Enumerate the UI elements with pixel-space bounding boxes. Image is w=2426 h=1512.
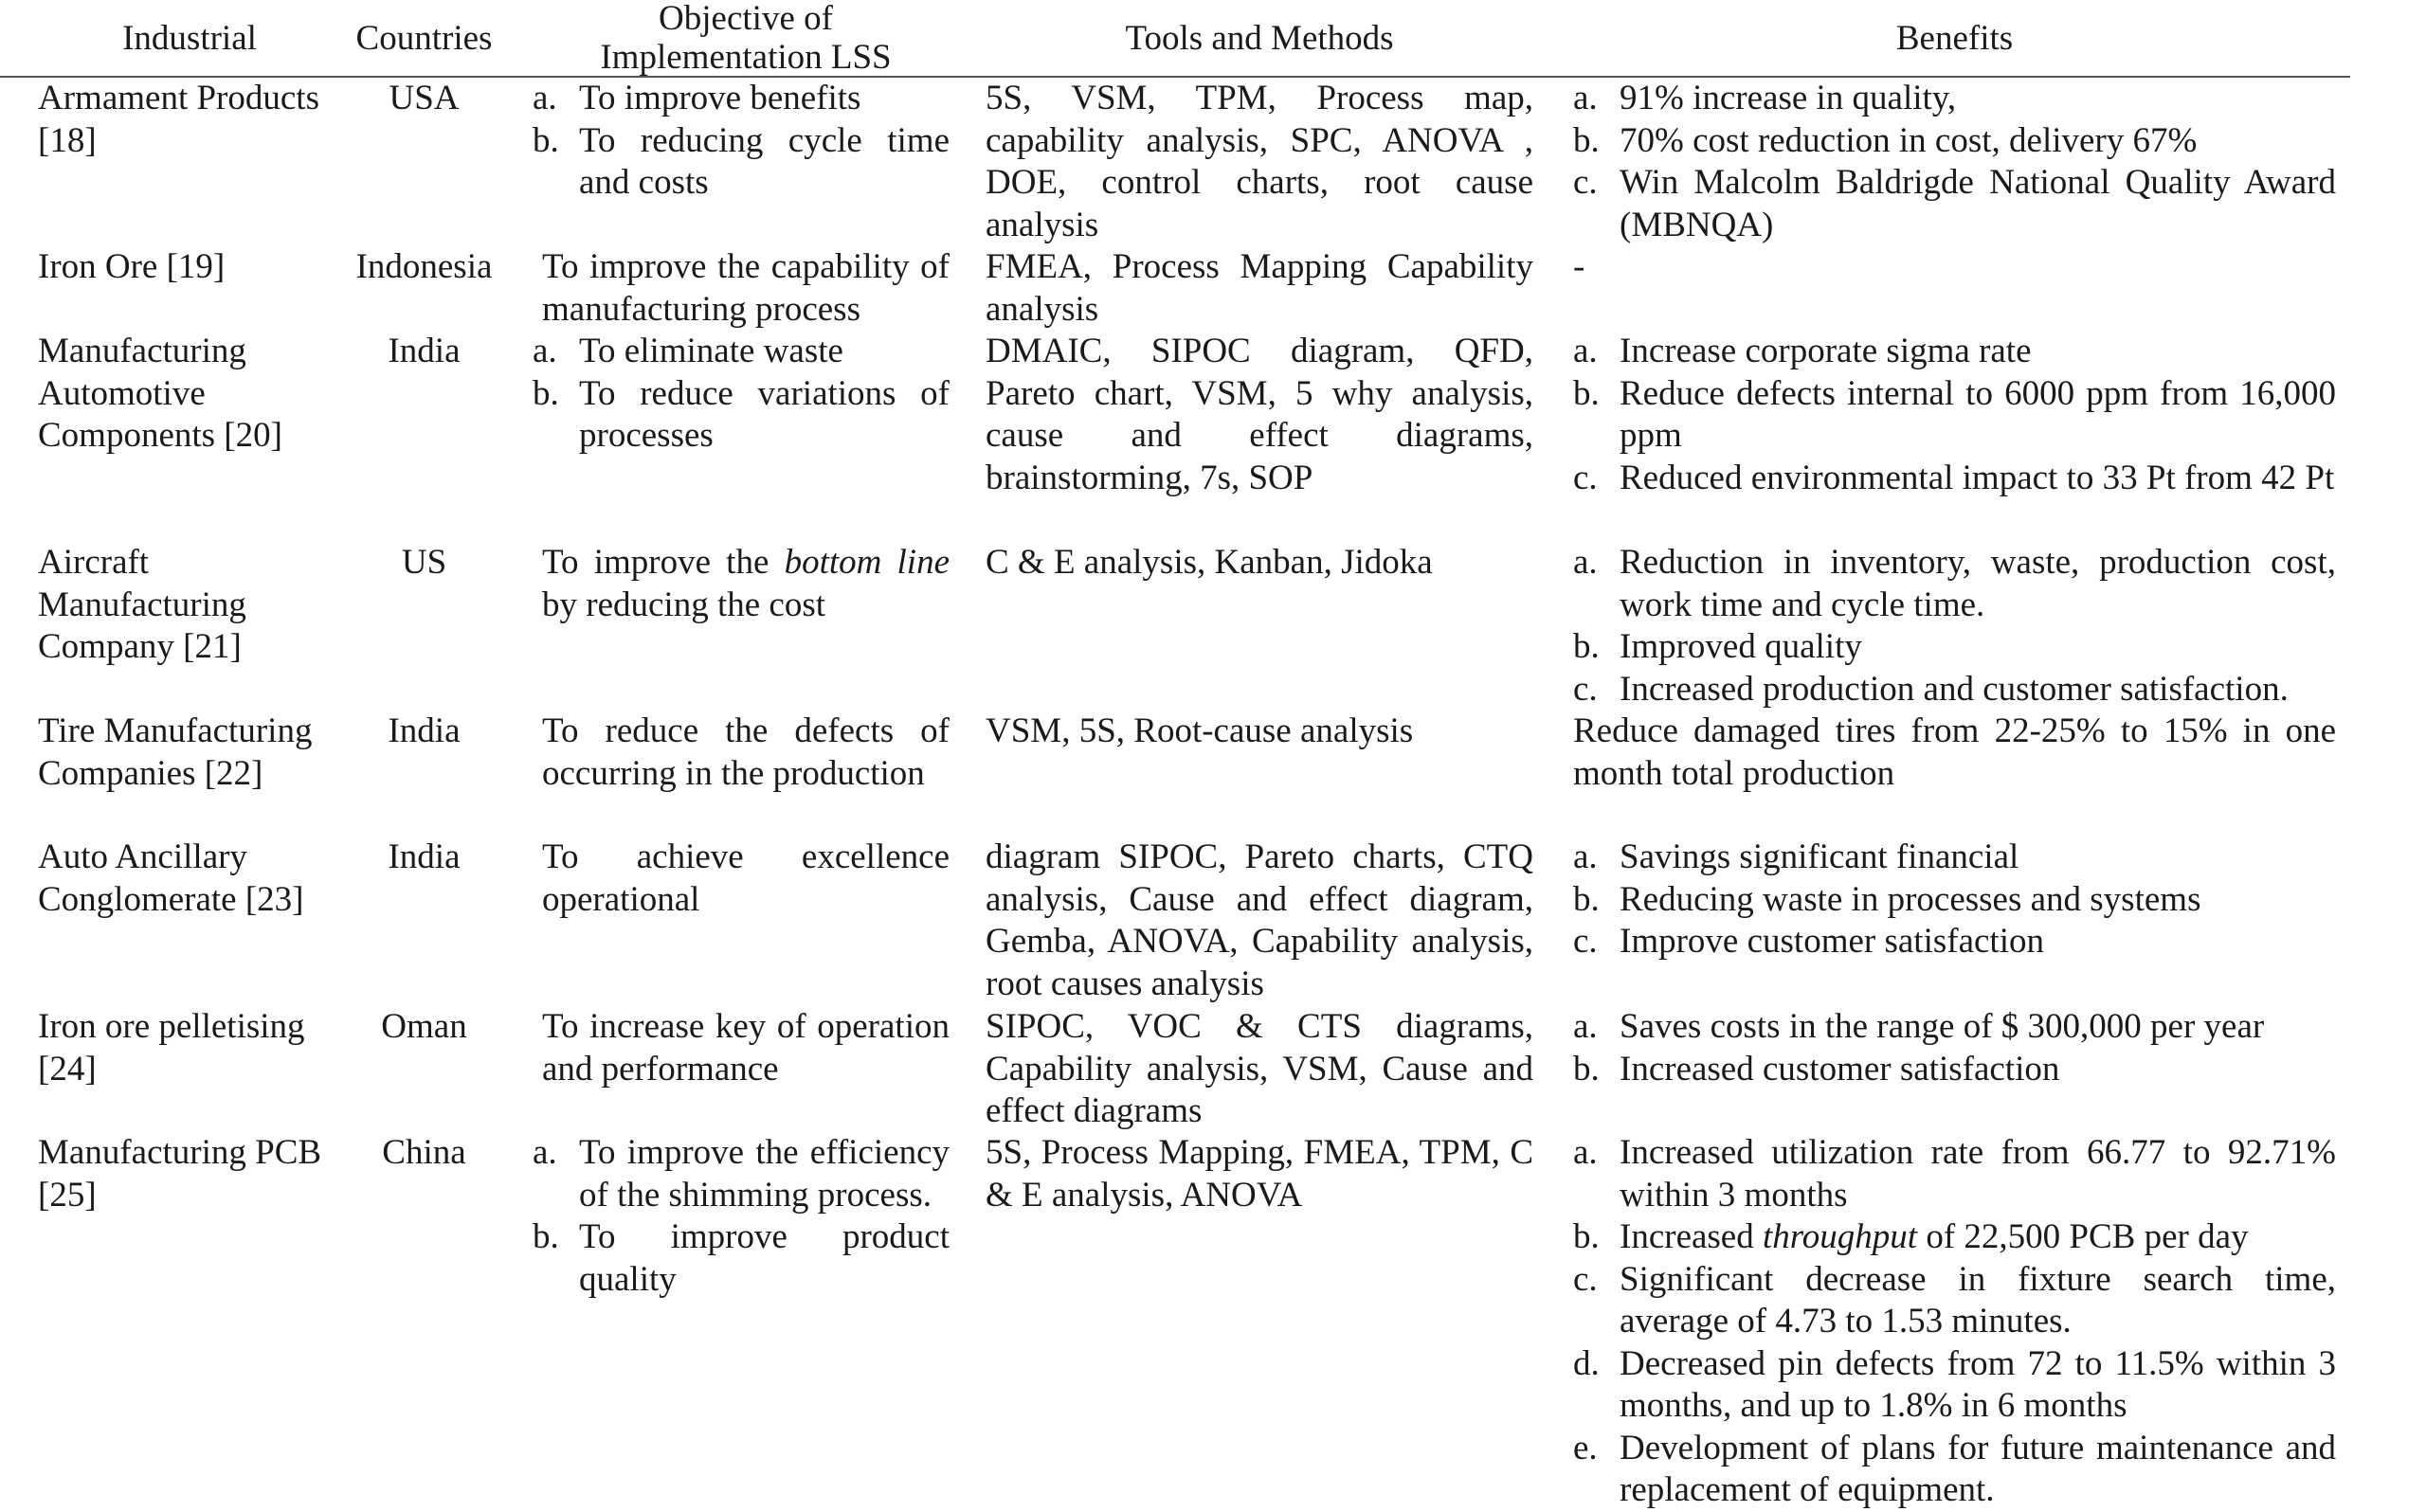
tools-cell: 5S, VSM, TPM, Process map, capability analysis, SPC, ANOVA , DOE, control charts, root cause analysis <box>986 79 1533 244</box>
benefits-cell <box>1573 331 2336 499</box>
benefit-item <box>1573 78 2336 120</box>
header-industrial-label: Industrial <box>122 18 257 58</box>
benefits-cell: Reduce damaged tires from 22-25% to 15% in one month total production <box>1573 711 2336 793</box>
list-marker: a. <box>533 79 557 117</box>
objective-text: To eliminate waste <box>579 332 843 370</box>
industrial-cell: Manufacturing PCB [25] <box>38 1133 322 1215</box>
header-benefits <box>1573 0 2336 76</box>
benefit-item <box>1573 1216 2336 1259</box>
objective-text: To reduce variations of processes <box>579 373 950 455</box>
objective-cell: To achieve excellence operational <box>542 837 950 919</box>
objective-text: To improve the efficiency of the shimming process. <box>579 1133 950 1215</box>
benefit-text: Reduce defects internal to 6000 ppm from 16,000 ppm <box>1620 373 2336 455</box>
tools-cell: FMEA, Process Mapping Capability analysis <box>986 247 1533 329</box>
list-marker: b. <box>533 1217 559 1256</box>
country-cell: US <box>401 543 447 582</box>
objective-cell <box>542 542 950 626</box>
header-objective <box>533 0 959 76</box>
benefit-text: Improve customer satisfaction <box>1620 922 2044 961</box>
benefit-item <box>1573 373 2336 458</box>
benefit-text: Increased customer satisfaction <box>1620 1049 2060 1089</box>
benefits-cell <box>1573 837 2336 963</box>
objective-cell: To improve the capability of manufacturing process <box>542 247 950 329</box>
benefit-text: Significant decrease in fixture search time, average of 4.73 to 1.53 minutes. <box>1620 1259 2336 1341</box>
industrial-cell: Manufacturing Automotive Components [20] <box>38 332 282 455</box>
country-cell: USA <box>389 79 460 117</box>
objective-cell <box>533 331 950 458</box>
header-tools <box>986 0 1533 76</box>
country-cell: India <box>388 332 461 370</box>
list-marker: b. <box>1573 120 1600 160</box>
objective-text-start: To improve the <box>542 543 785 582</box>
tools-cell: 5S, Process Mapping, FMEA, TPM, C & E analysis, ANOVA <box>986 1133 1533 1215</box>
objective-cell <box>533 1132 950 1301</box>
list-marker: b. <box>1573 1217 1600 1256</box>
list-marker: c. <box>1573 163 1598 202</box>
country-cell: Oman <box>381 1007 467 1046</box>
list-marker: c. <box>1573 669 1598 709</box>
tools-cell: VSM, 5S, Root-cause analysis <box>986 711 1414 750</box>
objective-item <box>533 1132 950 1216</box>
benefit-text: Development of plans for future maintenance and replacement of equipment. <box>1620 1428 2336 1509</box>
objective-item <box>533 1216 950 1301</box>
tools-cell: diagram SIPOC, Pareto charts, CTQ analysis, Cause and effect diagram, Gemba, ANOVA, Capability analysis, root causes analysis <box>986 837 1533 1003</box>
header-countries <box>341 0 507 76</box>
benefit-item <box>1573 162 2336 246</box>
benefit-text: Reducing waste in processes and systems <box>1620 879 2201 919</box>
header-objective-line2: Implementation LSS <box>600 38 892 77</box>
benefit-text <box>1620 1216 2336 1259</box>
industrial-cell: Tire Manufacturing Companies [22] <box>38 711 313 793</box>
country-cell: India <box>388 837 461 876</box>
industrial-cell: Armament Products [18] <box>38 79 319 160</box>
benefit-item <box>1573 1259 2336 1343</box>
benefit-item <box>1573 879 2336 922</box>
benefit-item <box>1573 542 2336 626</box>
header-industrial <box>38 0 341 76</box>
benefit-item <box>1573 669 2336 711</box>
benefits-cell: - <box>1573 247 1585 286</box>
benefit-item <box>1573 1343 2336 1428</box>
industrial-cell: Auto Ancillary Conglomerate [23] <box>38 837 304 919</box>
benefit-text: 91% increase in quality, <box>1620 79 1957 117</box>
benefits-cell <box>1573 78 2336 246</box>
industrial-cell: Aircraft Manufacturing Company [21] <box>38 543 246 666</box>
header-objective-line1: Objective of <box>659 0 833 38</box>
tools-cell: C & E analysis, Kanban, Jidoka <box>986 543 1433 582</box>
list-marker: a. <box>1573 837 1598 876</box>
list-marker: a. <box>1573 79 1598 117</box>
header-countries-label: Countries <box>355 18 493 58</box>
objective-text: To reducing cycle time and costs <box>579 120 950 202</box>
benefit-text: Reduced environmental impact to 33 Pt from 42 Pt <box>1620 458 2335 497</box>
benefit-text-end: of 22,500 PCB per day <box>1917 1217 2249 1256</box>
tools-cell: DMAIC, SIPOC diagram, QFD, Pareto chart, VSM, 5 why analysis, cause and effect diagrams, brainstorming, 7s, SOP <box>986 332 1533 497</box>
benefit-emphasis: throughput <box>1762 1217 1918 1256</box>
list-marker: b. <box>533 120 559 160</box>
country-cell: China <box>382 1133 466 1172</box>
header-tools-label: Tools and Methods <box>1125 18 1394 58</box>
objective-item <box>533 120 950 205</box>
objective-text: To improve benefits <box>579 79 861 117</box>
objective-text: To improve product quality <box>579 1217 950 1299</box>
benefit-text: Savings significant financial <box>1620 837 2019 876</box>
objective-item <box>533 331 950 373</box>
benefit-text: Win Malcolm Baldrigde National Quality Award (MBNQA) <box>1620 163 2336 244</box>
objective-cell: To reduce the defects of occurring in the production <box>542 711 950 793</box>
objective-item <box>533 373 950 458</box>
benefit-item <box>1573 120 2336 163</box>
benefit-text: 70% cost reduction in cost, delivery 67% <box>1620 120 2198 160</box>
benefit-text: Saves costs in the range of $ 300,000 per year <box>1620 1007 2265 1046</box>
benefit-text: Increased utilization rate from 66.77 to 92.71% within 3 months <box>1620 1133 2336 1215</box>
list-marker: c. <box>1573 1259 1598 1299</box>
benefit-text-start: Increased <box>1620 1217 1763 1256</box>
benefit-item <box>1573 331 2336 373</box>
industrial-cell: Iron ore pelletising [24] <box>38 1007 305 1089</box>
list-marker: b. <box>1573 627 1600 666</box>
benefit-item <box>1573 921 2336 963</box>
objective-item <box>533 78 950 120</box>
benefit-text: Increased production and customer satisfaction. <box>1620 669 2289 709</box>
country-cell: Indonesia <box>355 247 493 286</box>
benefits-cell <box>1573 1132 2336 1512</box>
benefit-text: Decreased pin defects from 72 to 11.5% within 3 months, and up to 1.8% in 6 months <box>1620 1343 2336 1425</box>
benefit-text: Improved quality <box>1620 627 1862 666</box>
benefit-text: Increase corporate sigma rate <box>1620 332 2032 370</box>
list-marker: a. <box>1573 1007 1598 1046</box>
list-marker: b. <box>533 373 559 413</box>
list-marker: a. <box>533 1133 557 1172</box>
list-marker: d. <box>1573 1343 1600 1383</box>
objective-cell <box>533 78 950 205</box>
objective-emphasis: bottom line <box>784 543 950 582</box>
benefit-item <box>1573 1132 2336 1216</box>
benefit-item <box>1573 458 2336 500</box>
list-marker: a. <box>1573 1133 1598 1172</box>
benefit-item <box>1573 626 2336 669</box>
list-marker: b. <box>1573 373 1600 413</box>
country-cell: India <box>388 711 461 750</box>
benefit-item <box>1573 1049 2336 1091</box>
list-marker: a. <box>533 332 557 370</box>
benefit-item <box>1573 1428 2336 1512</box>
list-marker: a. <box>1573 543 1598 582</box>
industrial-cell: Iron Ore [19] <box>38 247 226 286</box>
list-marker: b. <box>1573 1049 1600 1089</box>
benefit-text: Reduction in inventory, waste, production cost, work time and cycle time. <box>1620 543 2336 624</box>
benefit-item <box>1573 1006 2336 1049</box>
list-marker: b. <box>1573 879 1600 919</box>
header-benefits-label: Benefits <box>1895 18 2014 58</box>
benefits-cell <box>1573 1006 2336 1090</box>
objective-text-end: by reducing the cost <box>542 585 825 624</box>
tools-cell: SIPOC, VOC & CTS diagrams, Capability analysis, VSM, Cause and effect diagrams <box>986 1007 1533 1130</box>
list-marker: a. <box>1573 332 1598 370</box>
benefit-item <box>1573 837 2336 879</box>
list-marker: e. <box>1573 1428 1598 1467</box>
list-marker: c. <box>1573 458 1598 497</box>
objective-cell: To increase key of operation and performance <box>542 1007 950 1089</box>
list-marker: c. <box>1573 922 1598 961</box>
benefits-cell <box>1573 542 2336 711</box>
